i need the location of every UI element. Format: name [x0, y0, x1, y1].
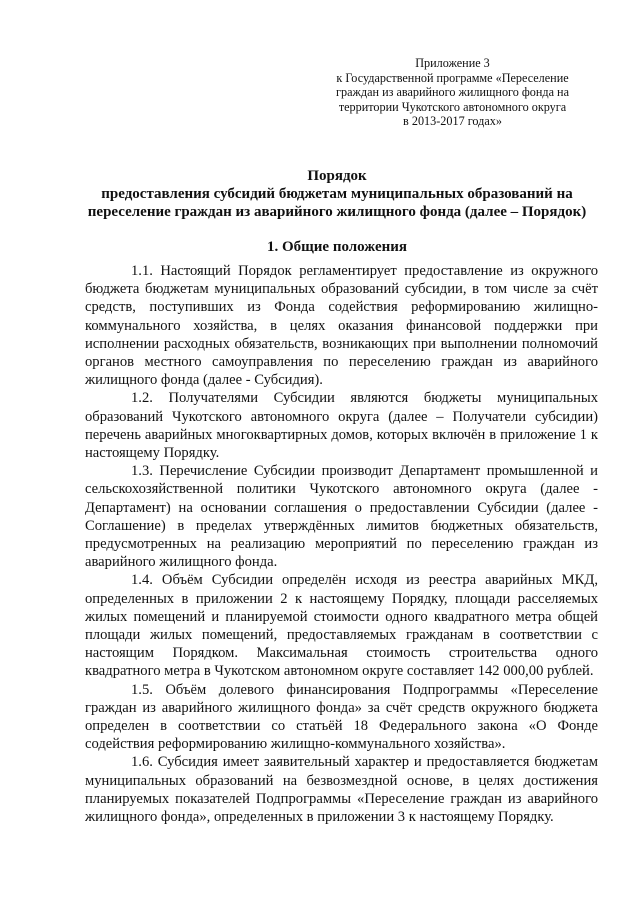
paragraph-1-5: 1.5. Объём долевого финансирования Подпрограммы «Переселение граждан из аварийного жилищного фонда» за счёт средств окружного бюджета определен в соответствии со статьёй 18 Федерального закона «О Фонде содействия реформированию жилищно-коммунального хозяйства». — [85, 681, 598, 753]
title-line: Порядок — [307, 168, 367, 184]
paragraph-1-4: 1.4. Объём Субсидии определён исходя из реестра аварийных МКД, определенных в приложении 2 к настоящему Порядку, площади расселяемых жилых помещений и планируемой стоимости одного квадратного метра общей площади жилых помещений, предоставляемых гражданам в соответствии с настоящим Порядком. Максимальная стоимость строительства одного квадратного метра в Чукотском автономном округе составляет 142 000,00 рублей. — [85, 572, 598, 680]
paragraph-1-6: 1.6. Субсидия имеет заявительный характер и предоставляется бюджетам муниципальных образований на безвозмездной основе, в целях достижения планируемых показателей Подпрограммы «Переселение граждан из аварийного жилищного фонда», определенных в приложении 3 к настоящему Порядку. — [85, 754, 598, 826]
title-line: предоставления субсидий бюджетам муниципальных образований на — [101, 186, 573, 202]
appendix-line: к Государственной программе «Переселение — [336, 70, 569, 85]
section-heading: 1. Общие положения — [266, 239, 408, 255]
paragraph-1-2: 1.2. Получателями Субсидии являются бюджеты муниципальных образований Чукотского автономного округа (далее – Получатели субсидии) перечень аварийных многоквартирных домов, которых включён в приложение 1 к настоящему Порядку. — [85, 390, 598, 462]
appendix-reference — [320, 56, 585, 129]
document-title — [72, 167, 602, 221]
title-line: переселение граждан из аварийного жилищного фонда (далее – Порядок) — [87, 204, 587, 220]
paragraph-1-3: 1.3. Перечисление Субсидии производит Департамент промышленной и сельскохозяйственной политики Чукотского автономного округа (далее - Департамент) на основании соглашения о предоставлении Субсидии (далее - Соглашение) в пределах утверждённых лимитов бюджетных обязательств, предусмотренных на реализацию мероприятий по переселению граждан из аварийного жилищного фонда. — [85, 463, 598, 571]
appendix-line: граждан из аварийного жилищного фонда на — [336, 85, 569, 99]
appendix-line: территории Чукотского автономного округа — [338, 99, 567, 114]
document-body — [85, 262, 598, 826]
appendix-line: в 2013-2017 годах» — [403, 114, 502, 128]
paragraph-1-1: 1.1. Настоящий Порядок регламентирует предоставление из окружного бюджета бюджетам муниципальных образований субсидии, в том числе за счёт средств, поступивших из Фонда содействия реформированию жилищно-коммунального хозяйства, в целях оказания финансовой поддержки при исполнении расходных обязательств, возникающих при выполнении полномочий органов местного самоуправления по переселению граждан из аварийного жилищного фонда (далее - Субсидия). — [85, 263, 598, 389]
appendix-line: Приложение 3 — [415, 56, 490, 70]
